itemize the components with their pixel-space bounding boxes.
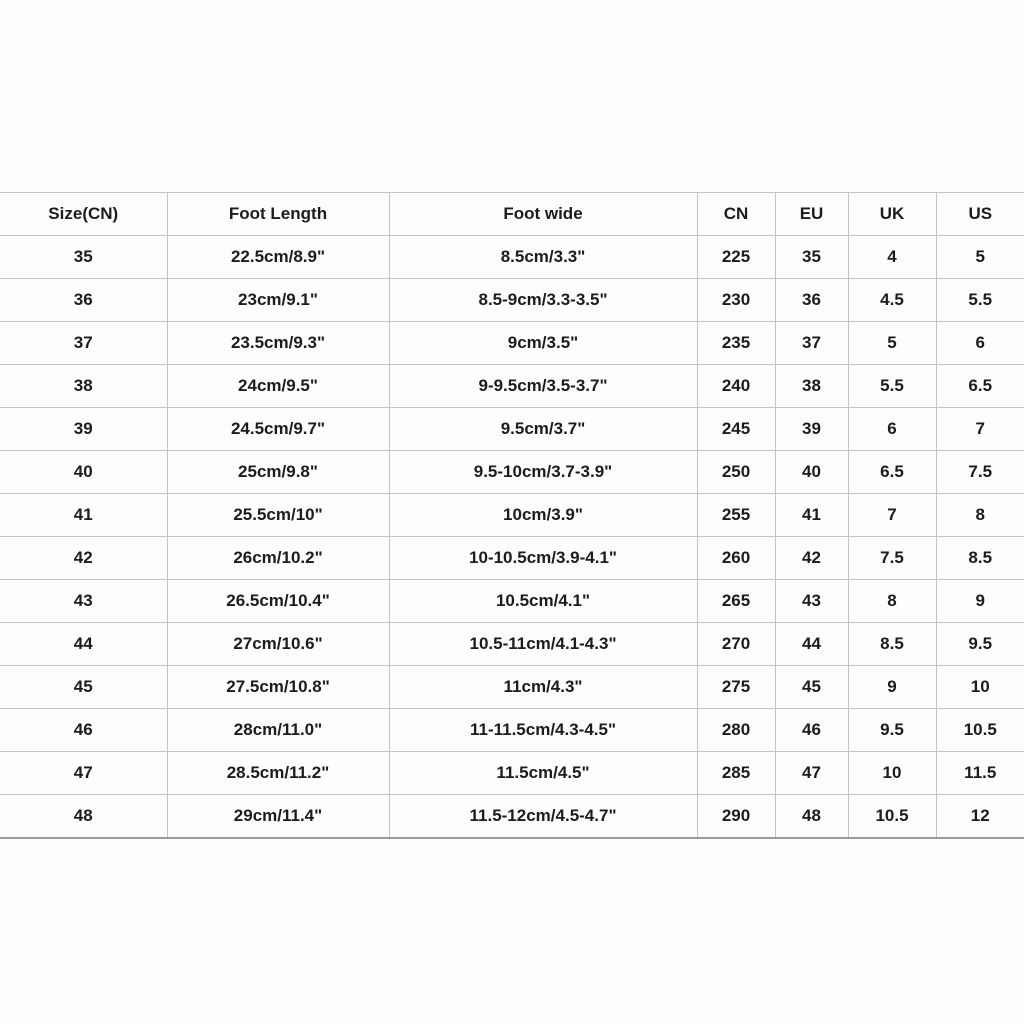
- table-row: [0, 666, 1024, 709]
- cell-foot-length: 25.5cm/10": [167, 494, 389, 537]
- cell-uk: 6.5: [848, 451, 936, 494]
- cell-uk: 7.5: [848, 537, 936, 580]
- cell-eu: 36: [775, 279, 848, 322]
- cell-size-cn: 47: [0, 752, 167, 795]
- cell-eu: 39: [775, 408, 848, 451]
- cell-cn: 260: [697, 537, 775, 580]
- cell-size-cn: 41: [0, 494, 167, 537]
- cell-uk: 5: [848, 322, 936, 365]
- cell-cn: 255: [697, 494, 775, 537]
- table-row: [0, 408, 1024, 451]
- cell-us: 9: [936, 580, 1024, 623]
- cell-foot-wide: 10-10.5cm/3.9-4.1": [389, 537, 697, 580]
- table-row: [0, 795, 1024, 839]
- header-eu: EU: [775, 193, 848, 236]
- cell-eu: 48: [775, 795, 848, 839]
- table-row: [0, 236, 1024, 279]
- cell-cn: 275: [697, 666, 775, 709]
- cell-foot-wide: 10.5cm/4.1": [389, 580, 697, 623]
- cell-us: 7.5: [936, 451, 1024, 494]
- cell-us: 12: [936, 795, 1024, 839]
- cell-uk: 9.5: [848, 709, 936, 752]
- table-row: [0, 752, 1024, 795]
- cell-foot-wide: 11cm/4.3": [389, 666, 697, 709]
- table-row: [0, 709, 1024, 752]
- cell-foot-wide: 11.5cm/4.5": [389, 752, 697, 795]
- table-body: [0, 236, 1024, 839]
- cell-foot-wide: 9cm/3.5": [389, 322, 697, 365]
- cell-uk: 9: [848, 666, 936, 709]
- cell-foot-wide: 9.5-10cm/3.7-3.9": [389, 451, 697, 494]
- cell-cn: 280: [697, 709, 775, 752]
- cell-us: 6: [936, 322, 1024, 365]
- cell-size-cn: 38: [0, 365, 167, 408]
- cell-cn: 290: [697, 795, 775, 839]
- cell-uk: 4.5: [848, 279, 936, 322]
- cell-eu: 35: [775, 236, 848, 279]
- header-foot-length: Foot Length: [167, 193, 389, 236]
- cell-foot-length: 22.5cm/8.9": [167, 236, 389, 279]
- cell-cn: 225: [697, 236, 775, 279]
- header-row: [0, 193, 1024, 236]
- cell-eu: 37: [775, 322, 848, 365]
- cell-cn: 245: [697, 408, 775, 451]
- cell-size-cn: 48: [0, 795, 167, 839]
- cell-cn: 230: [697, 279, 775, 322]
- cell-size-cn: 42: [0, 537, 167, 580]
- cell-foot-wide: 9-9.5cm/3.5-3.7": [389, 365, 697, 408]
- cell-foot-length: 23cm/9.1": [167, 279, 389, 322]
- cell-uk: 7: [848, 494, 936, 537]
- cell-us: 5.5: [936, 279, 1024, 322]
- cell-cn: 270: [697, 623, 775, 666]
- cell-cn: 285: [697, 752, 775, 795]
- cell-uk: 10: [848, 752, 936, 795]
- cell-eu: 47: [775, 752, 848, 795]
- header-foot-wide: Foot wide: [389, 193, 697, 236]
- cell-foot-length: 26.5cm/10.4": [167, 580, 389, 623]
- cell-size-cn: 43: [0, 580, 167, 623]
- cell-foot-length: 27cm/10.6": [167, 623, 389, 666]
- size-chart-table: [0, 192, 1024, 839]
- cell-uk: 10.5: [848, 795, 936, 839]
- cell-foot-length: 23.5cm/9.3": [167, 322, 389, 365]
- cell-foot-wide: 8.5cm/3.3": [389, 236, 697, 279]
- table-row: [0, 580, 1024, 623]
- cell-us: 8.5: [936, 537, 1024, 580]
- cell-us: 10: [936, 666, 1024, 709]
- table-row: [0, 623, 1024, 666]
- cell-foot-length: 27.5cm/10.8": [167, 666, 389, 709]
- cell-size-cn: 35: [0, 236, 167, 279]
- table-row: [0, 365, 1024, 408]
- cell-us: 6.5: [936, 365, 1024, 408]
- cell-cn: 250: [697, 451, 775, 494]
- cell-foot-length: 29cm/11.4": [167, 795, 389, 839]
- cell-uk: 8.5: [848, 623, 936, 666]
- cell-foot-length: 24.5cm/9.7": [167, 408, 389, 451]
- cell-eu: 42: [775, 537, 848, 580]
- cell-size-cn: 40: [0, 451, 167, 494]
- cell-foot-length: 24cm/9.5": [167, 365, 389, 408]
- table-row: [0, 537, 1024, 580]
- cell-cn: 265: [697, 580, 775, 623]
- table-row: [0, 494, 1024, 537]
- cell-foot-wide: 10.5-11cm/4.1-4.3": [389, 623, 697, 666]
- cell-foot-wide: 11-11.5cm/4.3-4.5": [389, 709, 697, 752]
- cell-foot-length: 25cm/9.8": [167, 451, 389, 494]
- cell-us: 7: [936, 408, 1024, 451]
- cell-eu: 45: [775, 666, 848, 709]
- cell-uk: 4: [848, 236, 936, 279]
- header-us: US: [936, 193, 1024, 236]
- cell-us: 5: [936, 236, 1024, 279]
- table-row: [0, 451, 1024, 494]
- header-size-cn: Size(CN): [0, 193, 167, 236]
- table-row: [0, 279, 1024, 322]
- cell-us: 11.5: [936, 752, 1024, 795]
- cell-us: 10.5: [936, 709, 1024, 752]
- cell-eu: 38: [775, 365, 848, 408]
- header-cn: CN: [697, 193, 775, 236]
- cell-foot-wide: 9.5cm/3.7": [389, 408, 697, 451]
- cell-foot-wide: 8.5-9cm/3.3-3.5": [389, 279, 697, 322]
- cell-foot-length: 28cm/11.0": [167, 709, 389, 752]
- cell-foot-length: 26cm/10.2": [167, 537, 389, 580]
- cell-size-cn: 44: [0, 623, 167, 666]
- cell-eu: 41: [775, 494, 848, 537]
- cell-eu: 46: [775, 709, 848, 752]
- cell-foot-wide: 11.5-12cm/4.5-4.7": [389, 795, 697, 839]
- cell-foot-length: 28.5cm/11.2": [167, 752, 389, 795]
- cell-size-cn: 36: [0, 279, 167, 322]
- cell-us: 9.5: [936, 623, 1024, 666]
- table-row: [0, 322, 1024, 365]
- cell-size-cn: 46: [0, 709, 167, 752]
- cell-eu: 44: [775, 623, 848, 666]
- cell-cn: 240: [697, 365, 775, 408]
- cell-cn: 235: [697, 322, 775, 365]
- cell-size-cn: 37: [0, 322, 167, 365]
- table-header: [0, 193, 1024, 236]
- cell-us: 8: [936, 494, 1024, 537]
- cell-eu: 40: [775, 451, 848, 494]
- cell-eu: 43: [775, 580, 848, 623]
- cell-uk: 8: [848, 580, 936, 623]
- cell-uk: 6: [848, 408, 936, 451]
- cell-uk: 5.5: [848, 365, 936, 408]
- cell-foot-wide: 10cm/3.9": [389, 494, 697, 537]
- cell-size-cn: 39: [0, 408, 167, 451]
- cell-size-cn: 45: [0, 666, 167, 709]
- header-uk: UK: [848, 193, 936, 236]
